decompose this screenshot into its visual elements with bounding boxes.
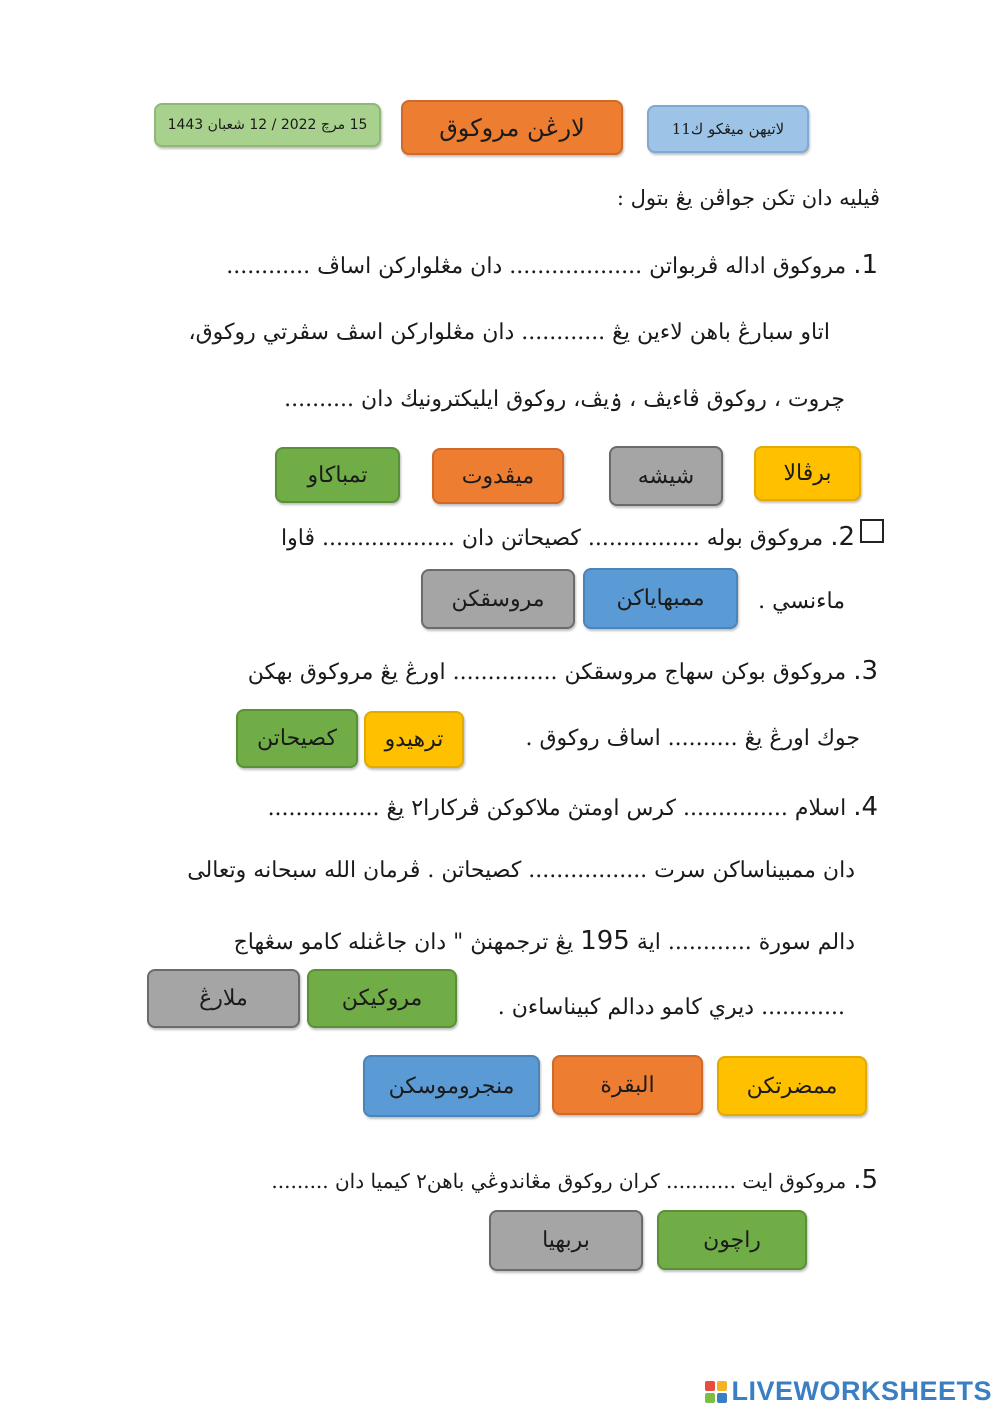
option-mipdot[interactable]: ميڤدوت [432,448,564,504]
q3-text-1: مروکوق بوکن سهاج مروسقکن ............... اورڠ يڠ مروکوق بهکن [247,660,847,685]
q2-text-1: مروکوق بوله ................ کصيحاتن دان ................... ڤاوا [281,526,824,551]
option-al-baqarah[interactable]: البقرة [552,1055,703,1115]
q4-number: 4. [853,792,878,822]
q4-text-1: اسلام ............... کرس اومتڽ ملاکوکن ڤرکارا٢ يڠ ................ [267,796,847,821]
option-shisha[interactable]: شيشه [609,446,723,506]
option-memudaratkan[interactable]: ممضرتکن [717,1056,867,1116]
q2-line-1 [281,522,855,552]
option-kesihatan-q3[interactable]: کصيحاتن [236,709,358,768]
brand-name: LIVEWORKSHEETS [731,1376,992,1406]
q3-line-1 [248,656,878,686]
q1-line-2: اتاو سبارڠ باهن لاءين يڠ ............ دان مڠلوارکن اسڤ سڤرتي روکوق، [188,320,830,345]
option-berbahaya-q5[interactable]: بربهيا [489,1210,643,1271]
q4-text-3b: يڠ ترجمهنڽ " دان جاڠنله کامو سڠهاج [233,930,574,955]
q5-number: 5. [853,1165,878,1195]
q4-line-1 [268,792,878,822]
q3-number: 3. [853,656,878,686]
q5-line-1 [271,1165,878,1195]
q4-line-4: ............ ديري کامو ددالم کبيناساءن . [497,995,845,1020]
option-merokokan[interactable]: مروکيکن [307,969,457,1028]
option-membahayakan[interactable]: ممبهاياکن [583,568,738,629]
option-tembakau[interactable]: تمباکاو [275,447,400,503]
topic-title-box: لارڠن مروکوق [401,100,623,155]
liveworksheets-logo [705,1376,992,1407]
logo-mark-icon [705,1381,727,1403]
q1-text-1: مروکوق اداله ڤربواتن ................... دان مڠلوارکن اساڤ ............ [226,254,847,279]
q1-number: 1. [853,250,878,280]
q1-line-3: چروت ، روکوق ڤاءيڤ ، ۏيڤ، روکوق ايليکترونيك دان .......... [284,387,845,412]
option-berbahaya-q1[interactable]: برڤالا [754,446,861,501]
q4-text-3a: دالم سورة ............ اية [636,930,855,955]
instruction-text: ڤيليه دان تکن جواڤن يڠ بتول : [616,186,880,210]
checkbox[interactable] [860,519,884,543]
class-label-box: لاتيهن ميڠکو ك11 [647,105,809,153]
option-menjerumuskan[interactable]: منجروموسکن [363,1055,540,1117]
q4-line-3 [234,926,855,956]
q2-line-2: ماءنسي . [758,589,845,614]
q5-text-1: مروکوق ايت ........... کران روکوق مڠاندوڠي باهن٢ کيميا دان ......... [271,1169,847,1193]
q4-line-2: دان ممبيناساکن سرت ................. کصيحاتن . ڤرمان الله سبحانه وتعالى [187,858,855,883]
option-merosakkan[interactable]: مروسقکن [421,569,575,629]
date-box: 15 مرچ 2022 / 12 شعبان 1443 [154,103,381,147]
ayah-number: 195 [580,926,630,956]
q3-line-2: جوك اورڠ يڠ .......... اساڤ روکوق . [525,726,860,751]
q1-line-1 [226,250,878,280]
option-melarang[interactable]: ملارڠ [147,969,300,1028]
q2-number: 2. [830,522,855,552]
option-racun[interactable]: راچون [657,1210,807,1270]
option-terhidu[interactable]: ترهيدو [364,711,464,768]
